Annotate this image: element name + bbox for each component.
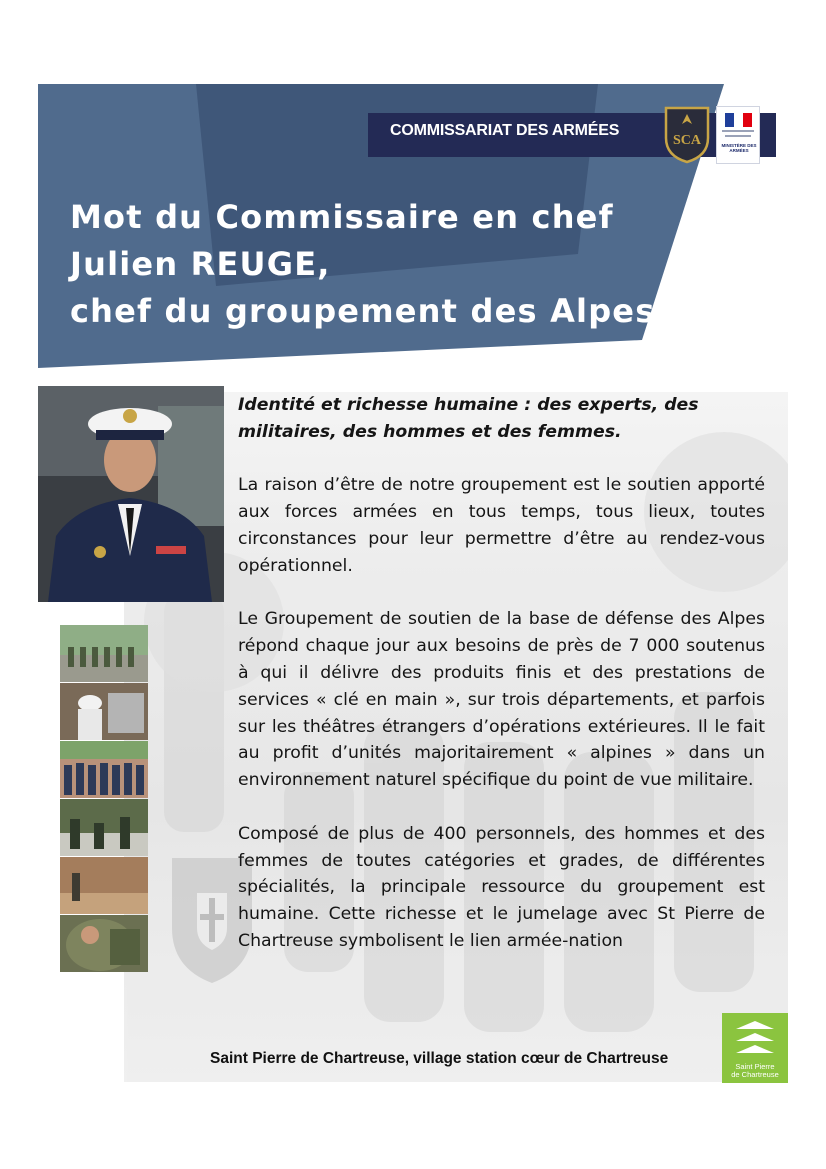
photo-thumbnail	[60, 799, 148, 856]
title-line-2: Julien REUGE,	[70, 245, 331, 283]
title-line-1: Mot du Commissaire en chef	[70, 198, 614, 236]
paragraph-3: Composé de plus de 400 personnels, des hommes et des femmes de toutes catégories et grades, de différentes spécialités, la principale ressource du groupement est humaine. Cette richesse et le jumelage avec St Pierre de Chartreuse symbolisent le lien armée-nation	[238, 823, 765, 951]
article-body	[238, 392, 765, 982]
commander-portrait	[38, 386, 224, 602]
photo-thumbnail	[60, 625, 148, 682]
lead-heading: Identité et richesse humaine : des experts, des militaires, des hommes et des femmes.	[238, 395, 699, 442]
sca-emblem-icon	[662, 104, 712, 164]
chartreuse-logo-icon	[722, 1013, 788, 1083]
chartreuse-logo-text: Saint Pierre de Chartreuse	[731, 1062, 779, 1079]
photo-thumbnail	[60, 915, 148, 972]
photo-thumbnail	[60, 857, 148, 914]
ministry-text: MINISTÈRE DES ARMÉES	[721, 143, 757, 153]
title-line-3: chef du groupement des Alpes	[70, 292, 656, 330]
svg-text:SCA: SCA	[672, 133, 702, 148]
footer-caption: Saint Pierre de Chartreuse, village station cœur de Chartreuse	[210, 1050, 669, 1067]
page-title	[70, 194, 655, 335]
photo-thumbnail	[60, 741, 148, 798]
photo-strip	[60, 625, 148, 973]
photo-thumbnail	[60, 683, 148, 740]
paragraph-1: La raison d’être de notre groupement est le soutien apporté aux forces armées en tous temps, tous lieux, toutes circonstances pour leur permettre d’être au rendez-vous opérationnel.	[238, 475, 765, 576]
paragraph-2: Le Groupement de soutien de la base de défense des Alpes répond chaque jour aux besoins de près de 7 000 soutenus à qui il délivre des produits finis et des prestations de services « clé en main », sur trois départements, et parfois sur les théâtres étrangers d’opérations extérieures. Il le fait au profit d’unités majoritairement « alpines » dans un environnement naturel spécifique du point de vue militaire.	[238, 609, 765, 791]
ministry-logo	[716, 106, 760, 164]
french-flag-icon	[725, 113, 752, 127]
commissariat-label: COMMISSARIAT DES ARMÉES	[390, 122, 620, 139]
